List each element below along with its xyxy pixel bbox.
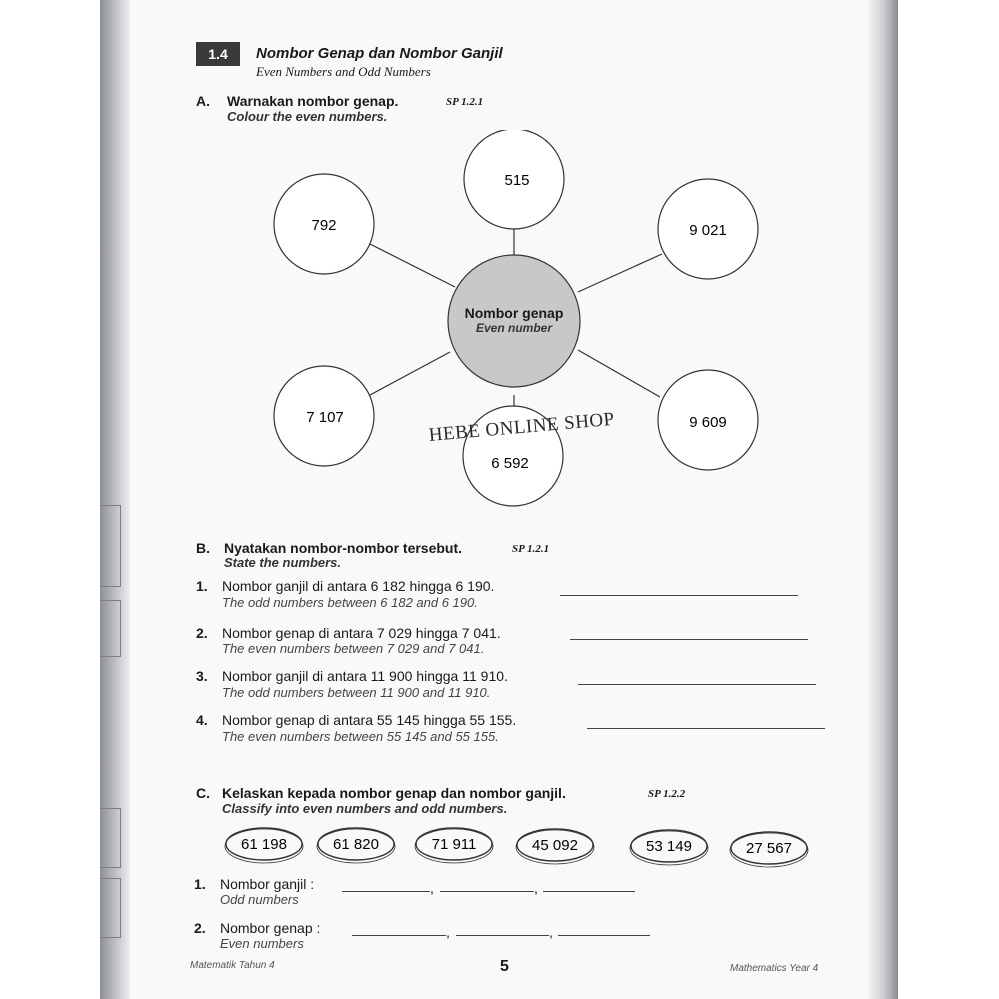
center-label-en: Even number: [475, 321, 553, 335]
circle-number: 9 609: [689, 414, 727, 431]
answer-line[interactable]: [352, 935, 446, 936]
oval-number: 53 149: [646, 838, 692, 855]
part-b-sp-code: SP 1.2.1: [512, 543, 550, 555]
center-label: Nombor genap: [464, 305, 564, 321]
question-text: Nombor ganjil di antara 11 900 hingga 11 910.: [222, 668, 508, 684]
connector-line: [370, 244, 455, 287]
answer-line[interactable]: [342, 891, 430, 892]
question-text-en: The even numbers between 7 029 and 7 041.: [222, 641, 485, 656]
separator: ,: [534, 880, 538, 896]
question-text: Nombor ganjil di antara 6 182 hingga 6 190.: [222, 578, 495, 594]
answer-label-en: Even numbers: [220, 936, 304, 951]
question-number: 4.: [196, 712, 208, 728]
part-b-instruction: Nyatakan nombor-nombor tersebut.: [224, 540, 463, 556]
answer-line[interactable]: [456, 935, 549, 936]
answer-label-en: Odd numbers: [220, 892, 299, 907]
oval-number: 45 092: [532, 837, 578, 854]
part-a-sp-code: SP 1.2.1: [446, 96, 484, 108]
question-number: 2.: [196, 625, 208, 641]
answer-label: Nombor ganjil :: [220, 876, 315, 892]
section-subtitle: Even Numbers and Odd Numbers: [256, 64, 431, 79]
part-b-label: B.: [196, 540, 210, 556]
classify-number-ovals: [220, 822, 820, 870]
question-text-en: The odd numbers between 6 182 and 6 190.: [222, 595, 478, 610]
section-title: Nombor Genap dan Nombor Ganjil: [256, 45, 503, 62]
separator: ,: [549, 924, 553, 940]
footer-left: Matematik Tahun 4: [190, 960, 275, 971]
connector-line: [578, 350, 660, 397]
facing-page-box: [100, 878, 121, 938]
oval-number: 27 567: [746, 840, 792, 857]
facing-page-box: [100, 505, 121, 587]
separator: ,: [430, 880, 434, 896]
separator: ,: [446, 924, 450, 940]
page-number: 5: [500, 958, 509, 975]
scan-margin-left: [0, 0, 100, 999]
question-text-en: The even numbers between 55 145 and 55 155.: [222, 729, 499, 744]
question-number: 1.: [196, 578, 208, 594]
footer-right: Mathematics Year 4: [730, 963, 819, 974]
answer-number: 2.: [194, 920, 206, 936]
circle-number: 7 107: [306, 409, 344, 426]
oval-number: 61 198: [241, 836, 287, 853]
connector-line: [370, 352, 450, 395]
section-number-badge: 1.4: [196, 42, 240, 66]
facing-page-box: [100, 600, 121, 657]
circle-number: 6 592: [491, 455, 529, 472]
connector-line: [578, 254, 662, 292]
part-c-label: C.: [196, 785, 210, 801]
answer-line[interactable]: [558, 935, 650, 936]
oval-number: 61 820: [333, 836, 379, 853]
page-edge-shadow: [868, 0, 898, 999]
answer-line[interactable]: [440, 891, 534, 892]
answer-line[interactable]: [587, 728, 825, 729]
answer-number: 1.: [194, 876, 206, 892]
shop-watermark: HEBE ONLINE SHOP: [428, 408, 616, 446]
part-a-label: A.: [196, 93, 210, 109]
answer-line[interactable]: [570, 639, 808, 640]
question-text: Nombor genap di antara 55 145 hingga 55 155.: [222, 712, 517, 728]
answer-line[interactable]: [560, 595, 798, 596]
circle-number: 792: [311, 217, 337, 234]
part-c-instruction: Kelaskan kepada nombor genap dan nombor ganjil.: [222, 785, 566, 801]
part-c-sp-code: SP 1.2.2: [648, 788, 686, 800]
answer-line[interactable]: [578, 684, 816, 685]
circle-number: 9 021: [689, 222, 727, 239]
even-number-web-diagram: [260, 130, 780, 515]
part-a-instruction-en: Colour the even numbers.: [227, 109, 388, 124]
answer-line[interactable]: [543, 891, 635, 892]
part-a-instruction: Warnakan nombor genap.: [227, 93, 399, 109]
circle-number: 515: [504, 172, 530, 189]
question-number: 3.: [196, 668, 208, 684]
part-b-instruction-en: State the numbers.: [224, 555, 342, 570]
part-c-instruction-en: Classify into even numbers and odd numbers.: [222, 801, 508, 816]
question-text-en: The odd numbers between 11 900 and 11 910.: [222, 685, 491, 700]
scan-margin-right: [898, 0, 999, 999]
answer-label: Nombor genap :: [220, 920, 321, 936]
question-text: Nombor genap di antara 7 029 hingga 7 041.: [222, 625, 501, 641]
oval-number: 71 911: [431, 836, 477, 853]
facing-page-box: [100, 808, 121, 868]
